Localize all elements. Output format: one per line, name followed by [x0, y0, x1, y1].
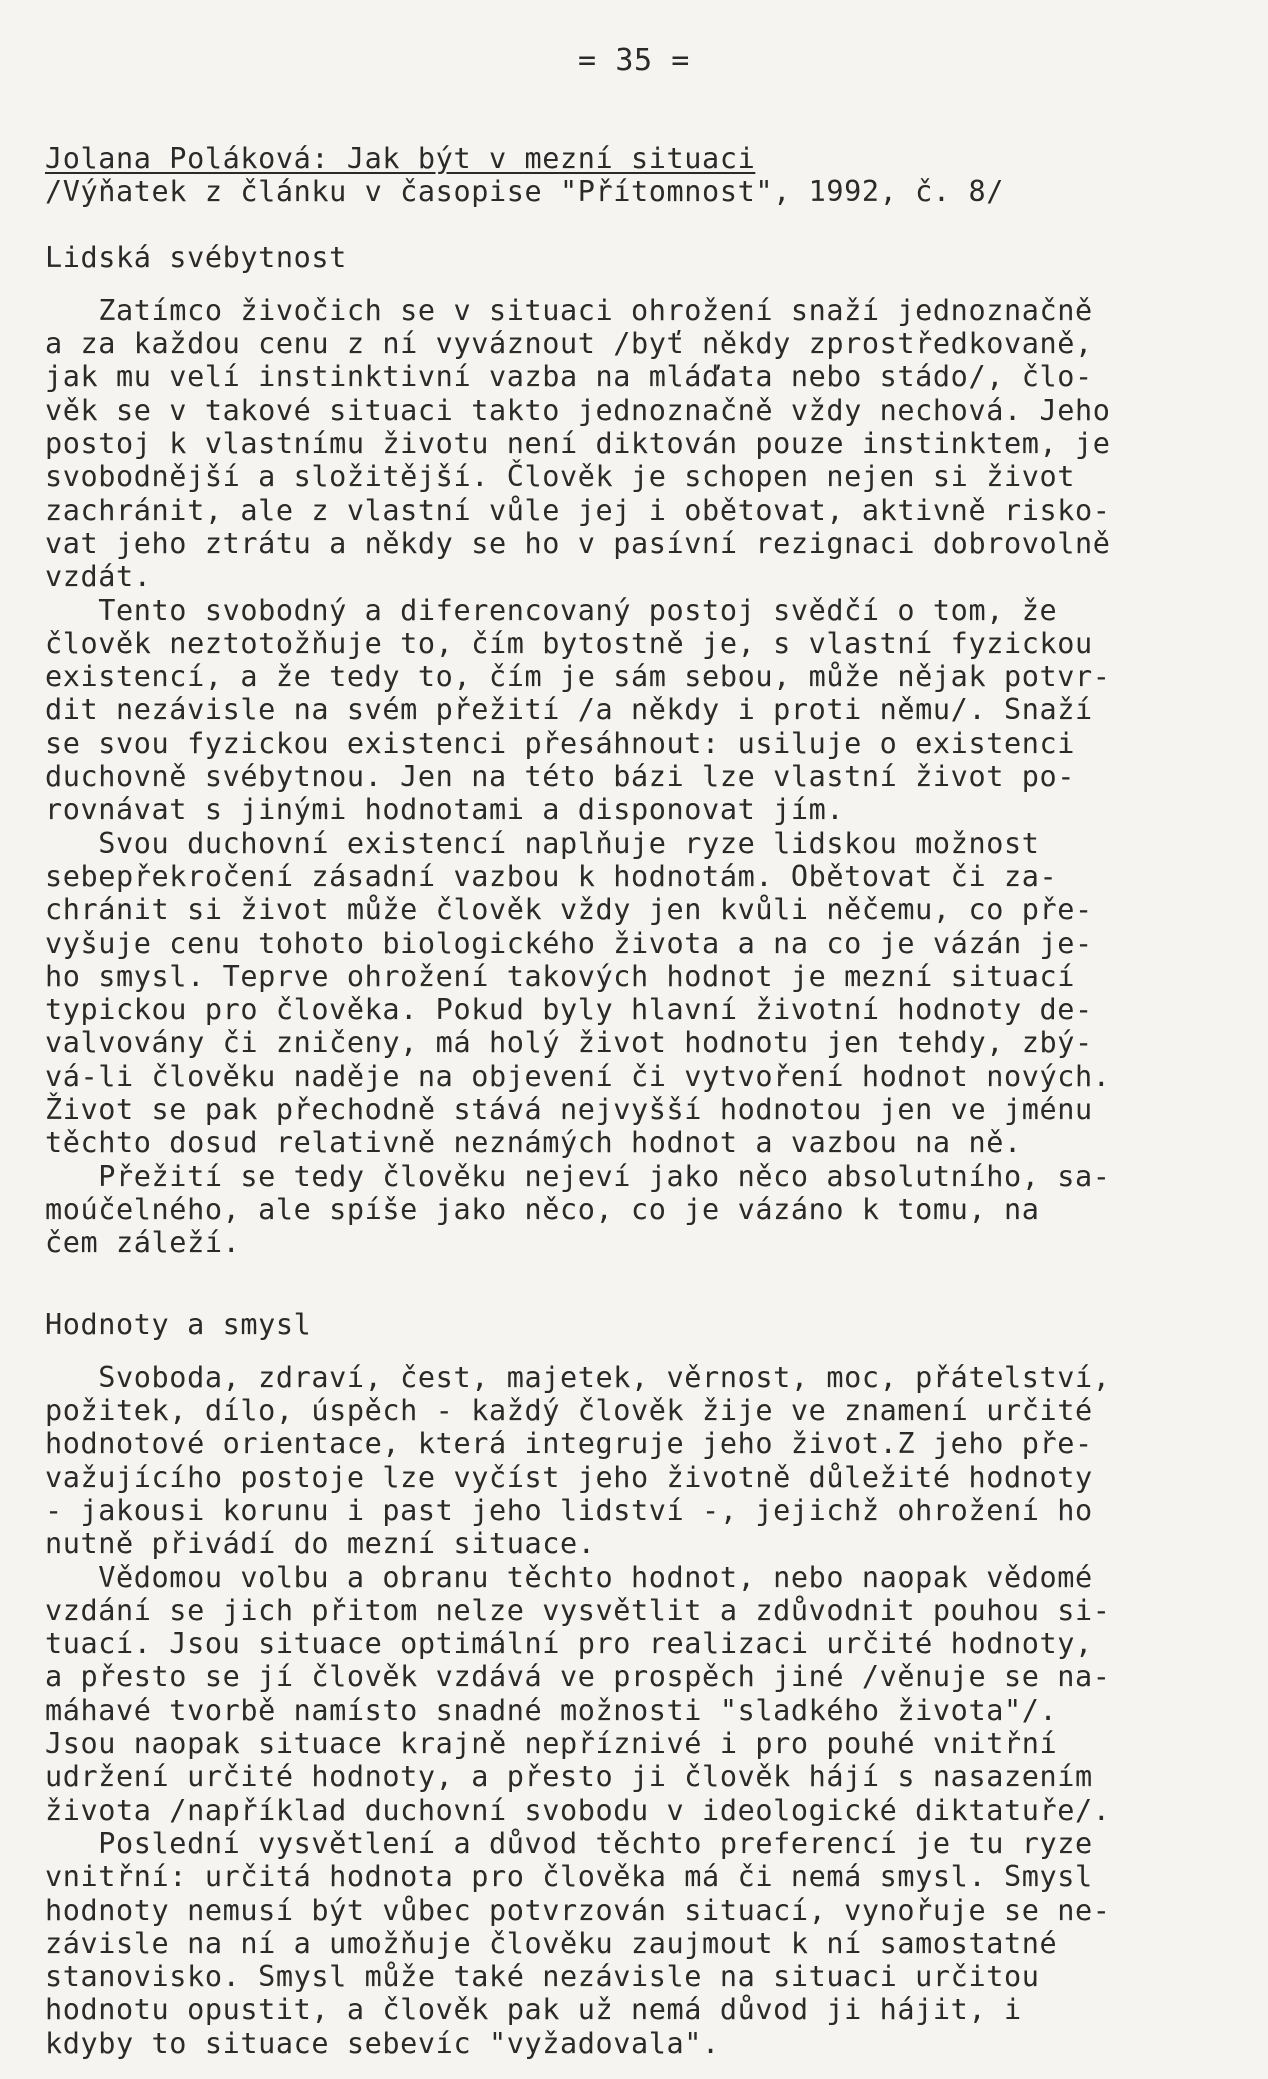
text-line: rovnávat s jinými hodnotami a disponovat jím.	[45, 793, 845, 827]
text-line: existencí, a že tedy to, čím je sám sebou, může nějak potvr-	[45, 660, 1111, 694]
text-line: sebepřekročení zásadní vazbou k hodnotám. Obětovat či za-	[45, 859, 1058, 893]
text-line: požitek, dílo, úspěch - každý člověk žije ve znamení určité	[45, 1394, 1093, 1428]
text-line: Svoboda, zdraví, čest, majetek, věrnost, moc, přátelství,	[45, 1360, 1111, 1394]
text-line: Vědomou volbu a obranu těchto hodnot, nebo naopak vědomé	[45, 1560, 1093, 1594]
text-line: zachránit, ale z vlastní vůle jej i obětovat, aktivně risko-	[45, 493, 1111, 527]
text-line: Poslední vysvětlení a důvod těchto preferencí je tu ryze	[45, 1826, 1093, 1860]
text-line: valvovány či zničeny, má holý život hodnotu jen tehdy, zbý-	[45, 1026, 1093, 1060]
section-heading-lidska-svebytnost: Lidská svébytnost	[45, 240, 347, 274]
text-line: hodnoty nemusí být vůbec potvrzován situací, vynořuje se ne-	[45, 1893, 1111, 1927]
text-line: čem záleží.	[45, 1226, 241, 1260]
text-line: vnitřní: určitá hodnota pro člověka má či nemá smysl. Smysl	[45, 1860, 1093, 1894]
text-line: dit nezávisle na svém přežití /a někdy i proti němu/. Snaží	[45, 693, 1093, 727]
text-line: Svou duchovní existencí naplňuje ryze lidskou možnost	[45, 826, 1040, 860]
text-line: svobodnější a složitější. Člověk je schopen nejen si život	[45, 460, 1075, 494]
source-note: /Výňatek z článku v časopise "Přítomnost", 1992, č. 8/	[45, 175, 1004, 209]
section-heading-hodnoty-a-smysl: Hodnoty a smysl	[45, 1307, 312, 1341]
text-line: ho smysl. Teprve ohrožení takových hodnot je mezní situací	[45, 959, 1075, 993]
section-body-hodnoty-a-smysl	[45, 1361, 1235, 2060]
article-title: Jolana Poláková: Jak být v mezní situaci	[45, 142, 756, 175]
text-line: Jsou naopak situace krajně nepříznivé i pro pouhé vnitřní	[45, 1727, 1058, 1761]
text-line: udržení určité hodnoty, a přesto ji člověk hájí s nasazením	[45, 1760, 1093, 1794]
text-line: hodnotové orientace, která integruje jeho život.Z jeho pře-	[45, 1427, 1093, 1461]
text-line: typickou pro člověka. Pokud byly hlavní životní hodnoty de-	[45, 993, 1093, 1027]
text-line: vzdát.	[45, 560, 152, 594]
text-line: vzdání se jich přitom nelze vysvětlit a zdůvodnit pouhou si-	[45, 1593, 1111, 1627]
text-line: nutně přivádí do mezní situace.	[45, 1527, 596, 1561]
section-body-lidska-svebytnost	[45, 294, 1235, 1260]
text-line: života /například duchovní svobodu v ideologické diktatuře/.	[45, 1793, 1111, 1827]
text-line: duchovně svébytnou. Jen na této bázi lze vlastní život po-	[45, 760, 1075, 794]
text-line: Zatímco živočich se v situaci ohrožení snaží jednoznačně	[45, 293, 1093, 327]
text-line: vat jeho ztrátu a někdy se ho v pasívní rezignaci dobrovolně	[45, 526, 1111, 560]
text-line: závisle na ní a umožňuje člověku zaujmout k ní samostatné	[45, 1926, 1058, 1960]
text-line: važujícího postoje lze vyčíst jeho životně důležité hodnoty	[45, 1460, 1093, 1494]
text-line: máhavé tvorbě namísto snadné možnosti "sladkého života"/.	[45, 1693, 1058, 1727]
text-line: chránit si život může člověk vždy jen kvůli něčemu, co pře-	[45, 893, 1093, 927]
text-line: a přesto se jí člověk vzdává ve prospěch jiné /věnuje se na-	[45, 1660, 1111, 1694]
text-line: Přežití se tedy člověku nejeví jako něco absolutního, sa-	[45, 1159, 1111, 1193]
text-line: tuací. Jsou situace optimální pro realizaci určité hodnoty,	[45, 1627, 1093, 1661]
page-number: = 35 =	[578, 43, 690, 78]
document-body	[45, 142, 1235, 2060]
text-line: hodnotu opustit, a člověk pak už nemá důvod ji hájit, i	[45, 1993, 1022, 2027]
text-line: postoj k vlastnímu životu není diktován pouze instinktem, je	[45, 427, 1111, 461]
text-line: těchto dosud relativně neznámých hodnot a vazbou na ně.	[45, 1126, 1022, 1160]
text-line: stanovisko. Smysl může také nezávisle na situaci určitou	[45, 1960, 1040, 1994]
text-line: věk se v takové situaci takto jednoznačně vždy nechová. Jeho	[45, 393, 1111, 427]
text-line: Tento svobodný a diferencovaný postoj svědčí o tom, že	[45, 593, 1058, 627]
text-line: kdyby to situace sebevíc "vyžadovala".	[45, 2026, 720, 2060]
text-line: se svou fyzickou existenci přesáhnout: usiluje o existenci	[45, 726, 1075, 760]
text-line: - jakousi korunu i past jeho lidství -, jejichž ohrožení ho	[45, 1493, 1093, 1527]
text-line: Život se pak přechodně stává nejvyšší hodnotou jen ve jménu	[45, 1093, 1093, 1127]
text-line: jak mu velí instinktivní vazba na mláďata nebo stádo/, člo-	[45, 360, 1093, 394]
text-line: člověk neztotožňuje to, čím bytostně je, s vlastní fyzickou	[45, 626, 1093, 660]
text-line: a za každou cenu z ní vyváznout /byť někdy zprostředkovaně,	[45, 327, 1093, 361]
text-line: moúčelného, ale spíše jako něco, co je vázáno k tomu, na	[45, 1192, 1040, 1226]
text-line: vyšuje cenu tohoto biologického života a na co je vázán je-	[45, 926, 1093, 960]
text-line: vá-li člověku naděje na objevení či vytvoření hodnot nových.	[45, 1059, 1111, 1093]
